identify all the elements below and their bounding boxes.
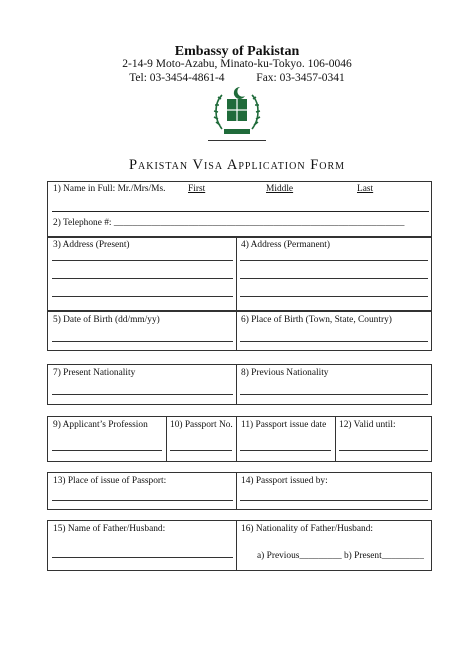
dob-input-line[interactable] <box>52 341 233 342</box>
valid-until-line[interactable] <box>339 450 428 451</box>
address-permanent-line-3[interactable] <box>240 296 428 297</box>
nationality-section <box>47 364 432 405</box>
father-nationality-label: 16) Nationality of Father/Husband: <box>241 524 374 534</box>
form-title: Pakistan Visa Application Form <box>128 157 346 173</box>
address-permanent-line-2[interactable] <box>240 278 428 279</box>
address-present-line-2[interactable] <box>52 278 233 279</box>
place-of-issue-label: 13) Place of issue of Passport: <box>53 476 167 486</box>
present-nationality-label: 7) Present Nationality <box>53 368 136 378</box>
contact-line <box>0 72 474 84</box>
issued-by-label: 14) Passport issued by: <box>241 476 328 486</box>
embassy-title: Embassy of Pakistan <box>174 44 300 59</box>
place-of-issue-line[interactable] <box>52 500 233 501</box>
previous-nationality-line[interactable] <box>240 394 428 395</box>
telephone-field[interactable]: 2) Telephone #: ______________________________________________________________ <box>53 218 405 228</box>
pob-label: 6) Place of Birth (Town, State, Country) <box>241 315 392 325</box>
father-divider <box>236 521 237 570</box>
valid-until-label: 12) Valid until: <box>339 420 396 430</box>
emblem-underline <box>208 140 266 141</box>
profession-line[interactable] <box>52 450 162 451</box>
pob-input-line[interactable] <box>240 341 428 342</box>
address-divider <box>236 238 237 310</box>
passport-divider-1 <box>166 417 167 461</box>
pakistan-emblem-icon <box>212 85 262 139</box>
embassy-address: 2-14-9 Moto-Azabu, Minato-ku-Tokyo. 106-0046 <box>122 58 352 70</box>
father-name-label: 15) Name of Father/Husband: <box>53 524 166 534</box>
name-input-line[interactable] <box>52 211 429 212</box>
passport-no-label: 10) Passport No. <box>170 420 233 430</box>
passport-issue-date-line[interactable] <box>240 450 331 451</box>
passport-section <box>47 416 432 462</box>
name-label: 1) Name in Full: Mr./Mrs/Ms. <box>53 184 166 194</box>
father-section <box>47 520 432 571</box>
tel-number: Tel: 03-3454-4861-4 <box>129 72 225 84</box>
birth-divider <box>236 312 237 350</box>
issue-divider <box>236 473 237 509</box>
address-present-line-1[interactable] <box>52 260 233 261</box>
name-telephone-section <box>47 181 432 237</box>
first-name-label: First <box>188 184 206 194</box>
passport-issue-date-label: 11) Passport issue date <box>241 420 327 430</box>
address-section <box>47 237 432 311</box>
address-present-line-3[interactable] <box>52 296 233 297</box>
fax-number: Fax: 03-3457-0341 <box>256 72 345 84</box>
previous-present-nationality-field[interactable]: a) Previous_________ b) Present_________ <box>257 551 424 561</box>
present-nationality-line[interactable] <box>52 394 233 395</box>
previous-nationality-label: 8) Previous Nationality <box>241 368 329 378</box>
profession-label: 9) Applicant’s Profession <box>53 420 148 430</box>
passport-divider-3 <box>335 417 336 461</box>
nationality-divider <box>236 365 237 404</box>
passport-no-line[interactable] <box>170 450 232 451</box>
last-name-label: Last <box>357 184 374 194</box>
dob-label: 5) Date of Birth (dd/mm/yy) <box>53 315 160 325</box>
address-present-label: 3) Address (Present) <box>53 240 130 250</box>
passport-divider-2 <box>236 417 237 461</box>
birth-section <box>47 311 432 351</box>
address-permanent-line-1[interactable] <box>240 260 428 261</box>
father-name-line[interactable] <box>52 557 233 558</box>
issue-section <box>47 472 432 510</box>
middle-name-label: Middle <box>266 184 294 194</box>
issued-by-line[interactable] <box>240 500 428 501</box>
address-permanent-label: 4) Address (Permanent) <box>241 240 331 250</box>
